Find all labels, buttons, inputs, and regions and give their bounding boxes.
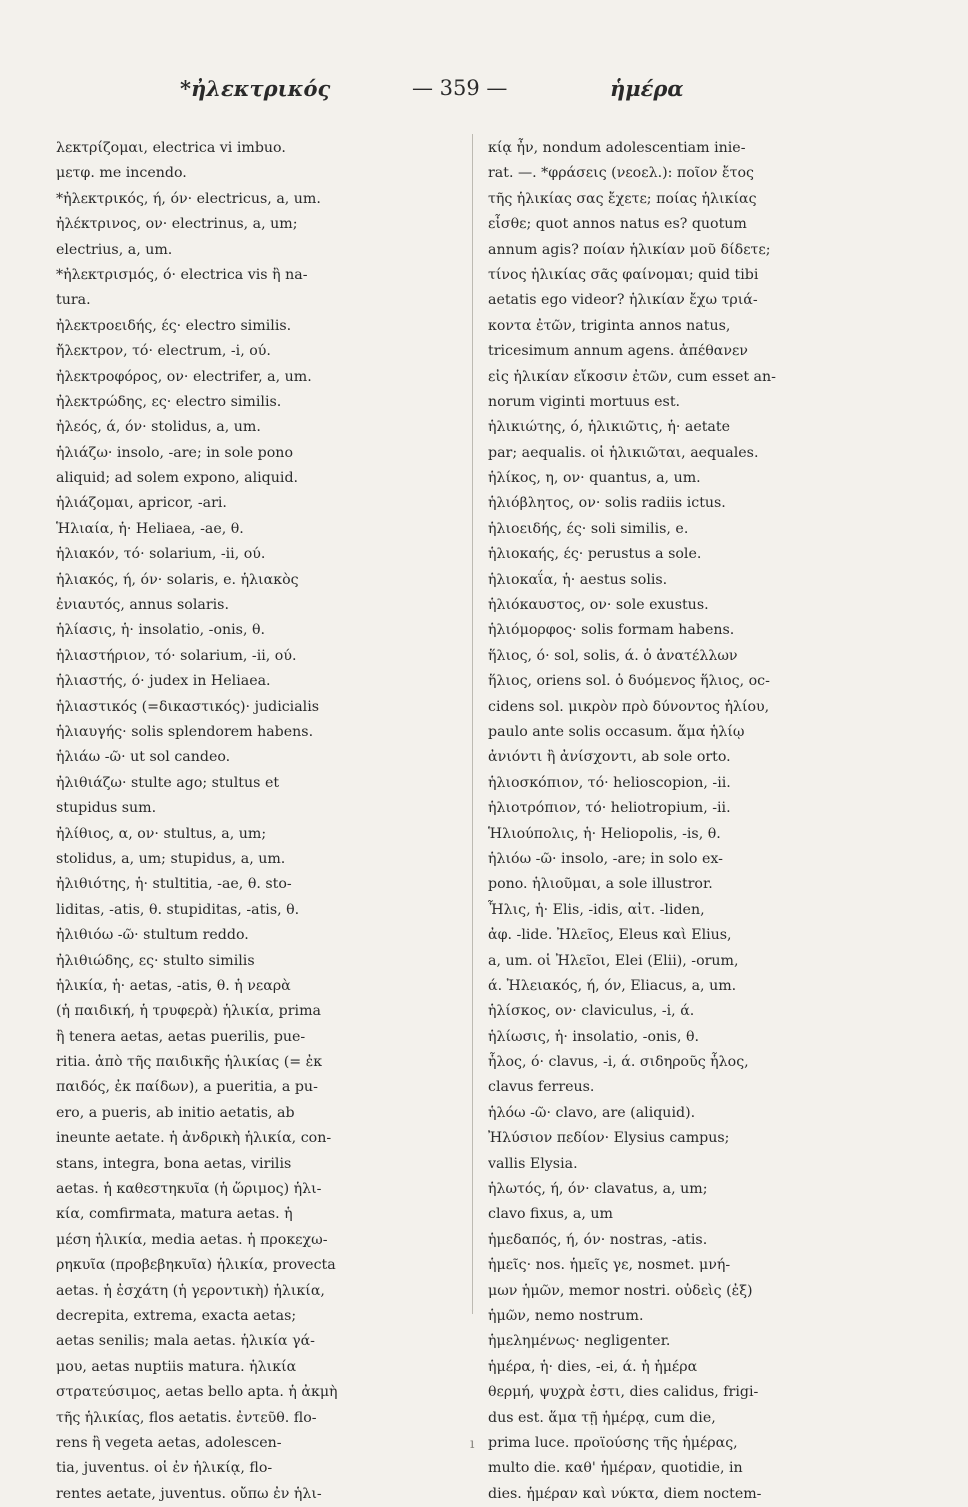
entry-line: ἡλιάζω· insolo, -are; in sole pono — [56, 444, 293, 461]
entry-line: ἡλιοτρόπιον, τό· heliotropium, -ii. — [488, 800, 731, 817]
entry-line: rens ἢ vegeta aetas, adolescen- — [56, 1434, 282, 1451]
entry-line: Ἡλιαία, ἡ· Heliaea, -ae, θ. — [56, 520, 244, 537]
entry-line: ἠλεός, ά, όν· stolidus, a, um. — [56, 419, 261, 436]
entry-line: ἡλιαστήριον, τό· solarium, -ii, ού. — [56, 647, 297, 664]
entry-line: ἡλίκος, η, ον· quantus, a, um. — [488, 470, 701, 487]
entry-line: a, um. οἱ Ἠλεῖοι, Elei (Elii), -orum, — [488, 952, 739, 969]
entry-line: aetas senilis; mala aetas. ἡλικία γά- — [56, 1333, 315, 1350]
entry-line: Ἦλις, ἡ· Elis, -idis, αἰτ. -liden, — [488, 901, 705, 918]
entry-line: cidens sol. μικρὸν πρὸ δύνοντος ἡλίου, — [488, 698, 770, 715]
entry-line: ἡμεῖς· nos. ἡμεῖς γε, nosmet. μνή- — [488, 1257, 731, 1274]
entry-line: ἡμελημένως· negligenter. — [488, 1333, 671, 1350]
right-column — [488, 136, 883, 1507]
entry-line: tia, juventus. οἱ ἐν ἡλικίᾳ, flo- — [56, 1460, 273, 1477]
entry-line: μέση ἡλικία, media aetas. ἡ προκεχω- — [56, 1231, 328, 1248]
entry-line: ἡλιαυγής· solis splendorem habens. — [56, 723, 314, 740]
entry-line: ἡλιαστής, ό· judex in Heliaea. — [56, 673, 271, 690]
entry-line: ἡλιόκαυστος, ον· sole exustus. — [488, 597, 709, 614]
entry-line: ἀνιόντι ἢ ἀνίσχοντι, ab sole orto. — [488, 749, 731, 766]
entry-line: θερμή, ψυχρὰ ἐστι, dies calidus, frigi- — [488, 1384, 759, 1401]
entry-line: ἠλεκτρώδης, ες· electro similis. — [56, 393, 282, 410]
entry-line: κοντα ἐτῶν, triginta annos natus, — [488, 317, 731, 334]
entry-line: tricesimum annum agens. ἀπέθανεν — [488, 343, 748, 360]
entry-line: electrius, a, um. — [56, 241, 173, 258]
entry-line: ἧλος, ό· clavus, -i, ά. σιδηροῦς ἧλος, — [488, 1054, 749, 1071]
entry-line: ἥλιος, ό· sol, solis, ά. ὁ ἀνατέλλων — [488, 647, 738, 664]
entry-line: τίνος ἡλικίας σᾶς φαίνομαι; quid tibi — [488, 266, 759, 283]
entry-line: aetas. ἡ καθεστηκυῖα (ἡ ὥριμος) ἡλι- — [56, 1181, 322, 1198]
entry-line: par; aequalis. οἱ ἡλικιῶται, aequales. — [488, 444, 759, 461]
entry-line: stupidus sum. — [56, 800, 157, 817]
left-column — [56, 136, 451, 1507]
entry-line: ἡλιακός, ή, όν· solaris, e. ἡλιακὸς — [56, 571, 299, 588]
entry-line: ἡμέρα, ἡ· dies, -ei, ά. ἡ ἡμέρα — [488, 1358, 698, 1375]
entry-line: ἠλίθιος, α, ον· stultus, a, um; — [56, 825, 267, 842]
entry-line: *ἠλεκτρικός, ή, όν· electricus, a, um. — [56, 190, 321, 207]
entry-line: ἡλίασις, ἡ· insolatio, -onis, θ. — [56, 622, 266, 639]
entry-line: clavo fixus, a, um — [488, 1206, 613, 1223]
entry-line: ἡλιοκαΐα, ἡ· aestus solis. — [488, 571, 668, 588]
entry-line: ineunte aetate. ἡ ἀνδρικὴ ἡλικία, con- — [56, 1130, 332, 1147]
entry-line: (ἡ παιδική, ἡ τρυφερὰ) ἡλικία, prima — [56, 1003, 321, 1020]
entry-line: vallis Elysia. — [488, 1155, 578, 1172]
entry-line: μων ἡμῶν, memor nostri. οὐδεὶς (ἐξ) — [488, 1282, 753, 1299]
entry-line: μου, aetas nuptiis matura. ἡλικία — [56, 1358, 297, 1375]
entry-line: rat. —. *φράσεις (νεοελ.): ποῖον ἔτος — [488, 165, 754, 182]
entry-line: ἠλέκτρινος, ον· electrinus, a, um; — [56, 216, 298, 233]
entry-line: ἥλιος, oriens sol. ὁ δυόμενος ἥλιος, oc- — [488, 673, 770, 690]
page-number: — 359 — — [412, 76, 508, 100]
entry-line: ἤλεκτρον, τό· electrum, -i, ού. — [56, 343, 271, 360]
entry-line: στρατεύσιμος, aetas bello apta. ἡ ἀκμὴ — [56, 1384, 338, 1401]
entry-line: ά. Ἠλειακός, ή, όν, Eliacus, a, um. — [488, 977, 737, 994]
entry-line: ἡλιάζομαι, apricor, -ari. — [56, 495, 227, 512]
entry-line: ritia. ἀπὸ τῆς παιδικῆς ἡλικίας (= ἐκ — [56, 1054, 323, 1071]
entry-line: annum agis? ποίαν ἡλικίαν μοῦ δίδετε; — [488, 241, 771, 258]
entry-line: ἡλόω -ῶ· clavo, are (aliquid). — [488, 1104, 696, 1121]
entry-line: ἡλιοειδής, ές· soli similis, e. — [488, 520, 689, 537]
entry-line: ero, a pueris, ab initio aetatis, ab — [56, 1104, 295, 1121]
entry-line: ρηκυῖα (προβεβηκυῖα) ἡλικία, provecta — [56, 1257, 336, 1274]
entry-line: ἡλίσκος, ον· claviculus, -i, ά. — [488, 1003, 695, 1020]
entry-line: ἠλιθιώδης, ες· stulto similis — [56, 952, 255, 969]
entry-line: ἡλιόβλητος, ον· solis radiis ictus. — [488, 495, 726, 512]
entry-line: rentes aetate, juventus. οὔπω ἐν ἡλι- — [56, 1485, 322, 1502]
entry-line: dus est. ἅμα τῇ ἡμέρᾳ, cum die, — [488, 1409, 716, 1426]
entry-line: ἡμῶν, nemo nostrum. — [488, 1307, 644, 1324]
entry-line: prima luce. προϊούσης τῆς ἡμέρας, — [488, 1434, 738, 1451]
entry-line: ἡλιάω -ῶ· ut sol candeo. — [56, 749, 231, 766]
entry-line: stans, integra, bona aetas, virilis — [56, 1155, 292, 1172]
entry-line: ἡλιόμορφος· solis formam habens. — [488, 622, 735, 639]
entry-line: clavus ferreus. — [488, 1079, 595, 1096]
entry-line: κίᾳ ἦν, nondum adolescentiam inie- — [488, 140, 746, 156]
entry-line: ἡλιόω -ῶ· insolo, -are; in solo ex- — [488, 850, 723, 867]
entry-line: ἡλιακόν, τό· solarium, -ii, ού. — [56, 546, 266, 563]
entry-line: ἠλεκτροφόρος, ον· electrifer, a, um. — [56, 368, 312, 385]
entry-line: aliquid; ad solem expono, aliquid. — [56, 470, 299, 487]
entry-line: ἠλεκτροειδής, ές· electro similis. — [56, 317, 292, 334]
entry-line: ἠλιθιάζω· stulte ago; stultus et — [56, 774, 280, 791]
entry-line: εἰς ἡλικίαν εἴκοσιν ἐτῶν, cum esset an- — [488, 368, 776, 385]
entry-line: stolidus, a, um; stupidus, a, um. — [56, 850, 286, 867]
entry-line: ἡλικία, ἡ· aetas, -atis, θ. ἡ νεαρὰ — [56, 977, 291, 994]
entry-line: ἀφ. -lide. Ἠλεῖος, Eleus καὶ Elius, — [488, 927, 732, 944]
entry-line: Ἡλιούπολις, ἡ· Heliopolis, -is, θ. — [488, 825, 721, 842]
entry-line: ἠλιθιόω -ῶ· stultum reddo. — [56, 927, 249, 944]
entry-line: ἠλιθιότης, ἡ· stultitia, -ae, θ. sto- — [56, 876, 292, 893]
entry-line: ἡλιοσκόπιον, τό· helioscopion, -ii. — [488, 774, 731, 791]
entry-line: multo die. καθ' ἡμέραν, quotidie, in — [488, 1460, 743, 1477]
entry-line: τῆς ἡλικίας σας ἔχετε; ποίας ἡλικίας — [488, 190, 757, 207]
entry-line: aetas. ἡ ἐσχάτη (ἡ γεροντικὴ) ἡλικία, — [56, 1282, 325, 1299]
entry-line: pono. ἡλιοῦμαι, a sole illustror. — [488, 876, 713, 893]
entry-line: Ἠλύσιον πεδίον· Elysius campus; — [488, 1130, 730, 1147]
running-header — [180, 76, 870, 108]
entry-line: τῆς ἡλικίας, flos aetatis. ἐντεῦθ. flo- — [56, 1409, 317, 1426]
entry-line: norum viginti mortuus est. — [488, 393, 681, 410]
entry-line: ἢ tenera aetas, aetas puerilis, pue- — [56, 1028, 306, 1045]
entry-line: paulo ante solis occasum. ἅμα ἡλίῳ — [488, 723, 745, 740]
entry-line: ἡμεδαπός, ή, όν· nostras, -atis. — [488, 1231, 708, 1248]
entry-line: ἡλικιώτης, ό, ἡλικιῶτις, ἡ· aetate — [488, 419, 730, 436]
footer-mark: ı — [470, 1436, 475, 1452]
entry-line: μετφ. me incendo. — [56, 165, 187, 182]
entry-line: ἡλίωσις, ἡ· insolatio, -onis, θ. — [488, 1028, 700, 1045]
entry-line: decrepita, extrema, exacta aetas; — [56, 1307, 297, 1324]
entry-line: εἶσθε; quot annos natus es? quotum — [488, 216, 747, 233]
entry-line: ἡλωτός, ή, όν· clavatus, a, um; — [488, 1181, 708, 1198]
header-left-keyword: *ἠλεκτρικός — [180, 76, 331, 101]
entry-line: ἡλιοκαής, ές· perustus a sole. — [488, 546, 702, 563]
entry-line: ἐνιαυτός, annus solaris. — [56, 597, 229, 614]
entry-line: tura. — [56, 292, 91, 309]
column-divider — [472, 134, 473, 1314]
header-right-keyword: ἡμέρα — [610, 76, 684, 101]
entry-line: *ἠλεκτρισμός, ό· electrica vis ἢ na- — [56, 266, 308, 283]
entry-line: ἡλιαστικός (=δικαστικός)· judicialis — [56, 698, 320, 715]
entry-line: aetatis ego videor? ἡλικίαν ἔχω τριά- — [488, 292, 758, 309]
entry-line: παιδός, ἐκ παίδων), a pueritia, a pu- — [56, 1079, 318, 1096]
entry-line: dies. ἡμέραν καὶ νύκτα, diem noctem- — [488, 1485, 762, 1502]
entry-line: liditas, -atis, θ. stupiditas, -atis, θ. — [56, 901, 300, 918]
entry-line: λεκτρίζομαι, electrica vi imbuo. — [56, 140, 286, 156]
entry-line: κία, comfirmata, matura aetas. ἡ — [56, 1206, 293, 1223]
